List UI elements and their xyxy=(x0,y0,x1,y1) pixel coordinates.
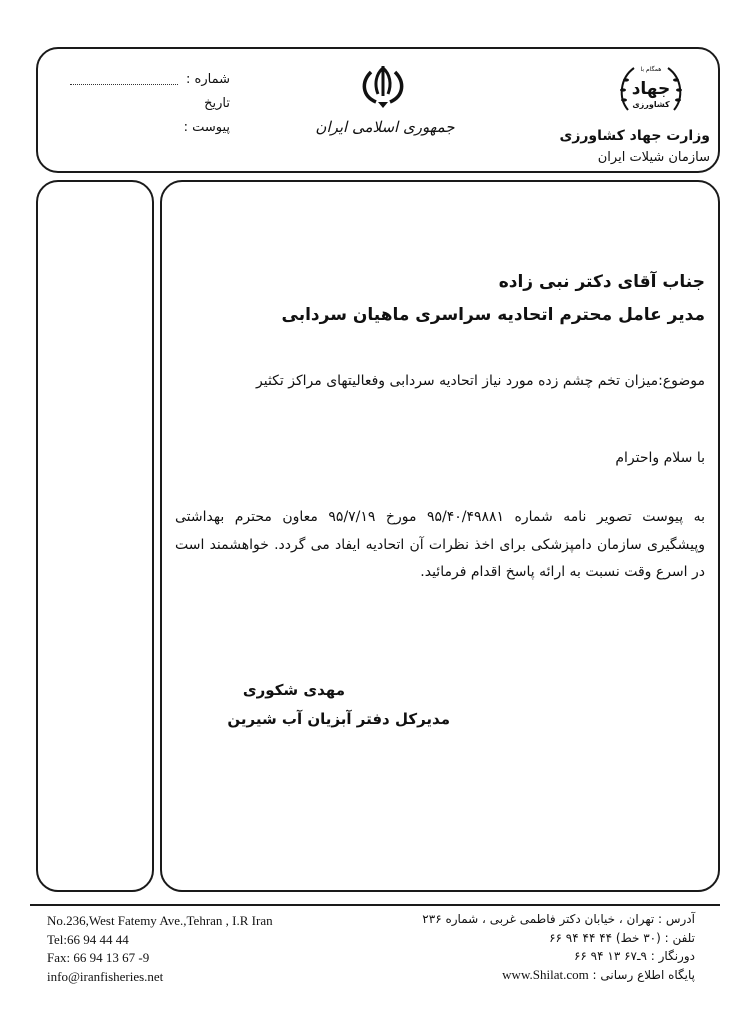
emblem-caption: جمهوری اسلامی ایران xyxy=(315,118,455,136)
footer-fax-fa: دورنگار : ۹ـ۶۷ ۱۳ ۹۴ ۶۶ xyxy=(573,949,695,963)
footer-divider xyxy=(30,904,720,906)
letter-greeting: با سلام واحترام xyxy=(615,450,705,466)
jahad-logo-text: جهاد xyxy=(631,79,671,99)
attachment-label: پیوست : xyxy=(183,120,230,135)
footer-website-row xyxy=(355,966,695,985)
letter-body-text: به پیوست تصویر نامه شماره ۹۵/۴۰/۴۹۸۸۱ مورخ ۹۵/۷/۱۹ معاون محترم بهداشتی وپیشگیری سازمان دامپزشکی برای اخذ نظرات آن اتحادیه ایفاد می گردد. خواهشمند است در اسرع وقت نسبت به ارائه پاسخ اقدام فرمائید. xyxy=(175,509,705,580)
letter-subject: موضوع:میزان تخم چشم زده مورد نیاز اتحادیه سردابی وفعالیتهای مراکز تکثیر xyxy=(256,373,705,389)
date-label: تاریخ xyxy=(204,96,230,111)
side-margin-frame xyxy=(36,180,154,892)
footer-website-label: پایگاه اطلاع رسانی : xyxy=(592,967,695,982)
jahad-logo-subtext: کشاورزی xyxy=(632,100,670,109)
jahad-logo-top: همگام با xyxy=(640,66,662,73)
footer-address-en: No.236,West Fatemy Ave.,Tehran , I.R Iran xyxy=(47,913,273,928)
jahad-logo-icon xyxy=(616,60,686,122)
recipient-title: مدیر عامل محترم اتحادیه سراسری ماهیان سردابی xyxy=(281,305,705,325)
signature-name: مهدی شکوری xyxy=(242,681,345,699)
number-field xyxy=(60,72,230,90)
number-label: شماره : xyxy=(186,72,230,87)
footer-address-fa: آدرس : تهران ، خیابان دکتر فاطمی غربی ، شماره ۲۳۶ xyxy=(422,912,695,926)
footer-english-contact xyxy=(47,912,273,986)
recipient-name: جناب آقای دکتر نبی زاده xyxy=(498,272,705,292)
ministry-name: وزارت جهاد کشاورزی xyxy=(559,128,710,144)
signature-title: مدیرکل دفتر آبزیان آب شیرین xyxy=(227,710,450,728)
number-dotted-line xyxy=(70,84,178,85)
footer-tel-fa: تلفن : (۳۰ خط) ۴۴ ۴۴ ۹۴ ۶۶ xyxy=(549,930,695,945)
footer-persian-contact xyxy=(355,910,695,984)
organization-name: سازمان شیلات ایران xyxy=(597,150,710,165)
footer-email-link[interactable]: info@iranfisheries.net xyxy=(47,968,164,984)
iran-emblem-icon xyxy=(356,62,410,112)
footer-fax-en: Fax: 66 94 13 67 -9 xyxy=(47,950,150,965)
footer-website-link[interactable]: www.Shilat.com xyxy=(502,966,589,982)
footer-tel-en: Tel:66 94 44 44 xyxy=(47,931,129,947)
